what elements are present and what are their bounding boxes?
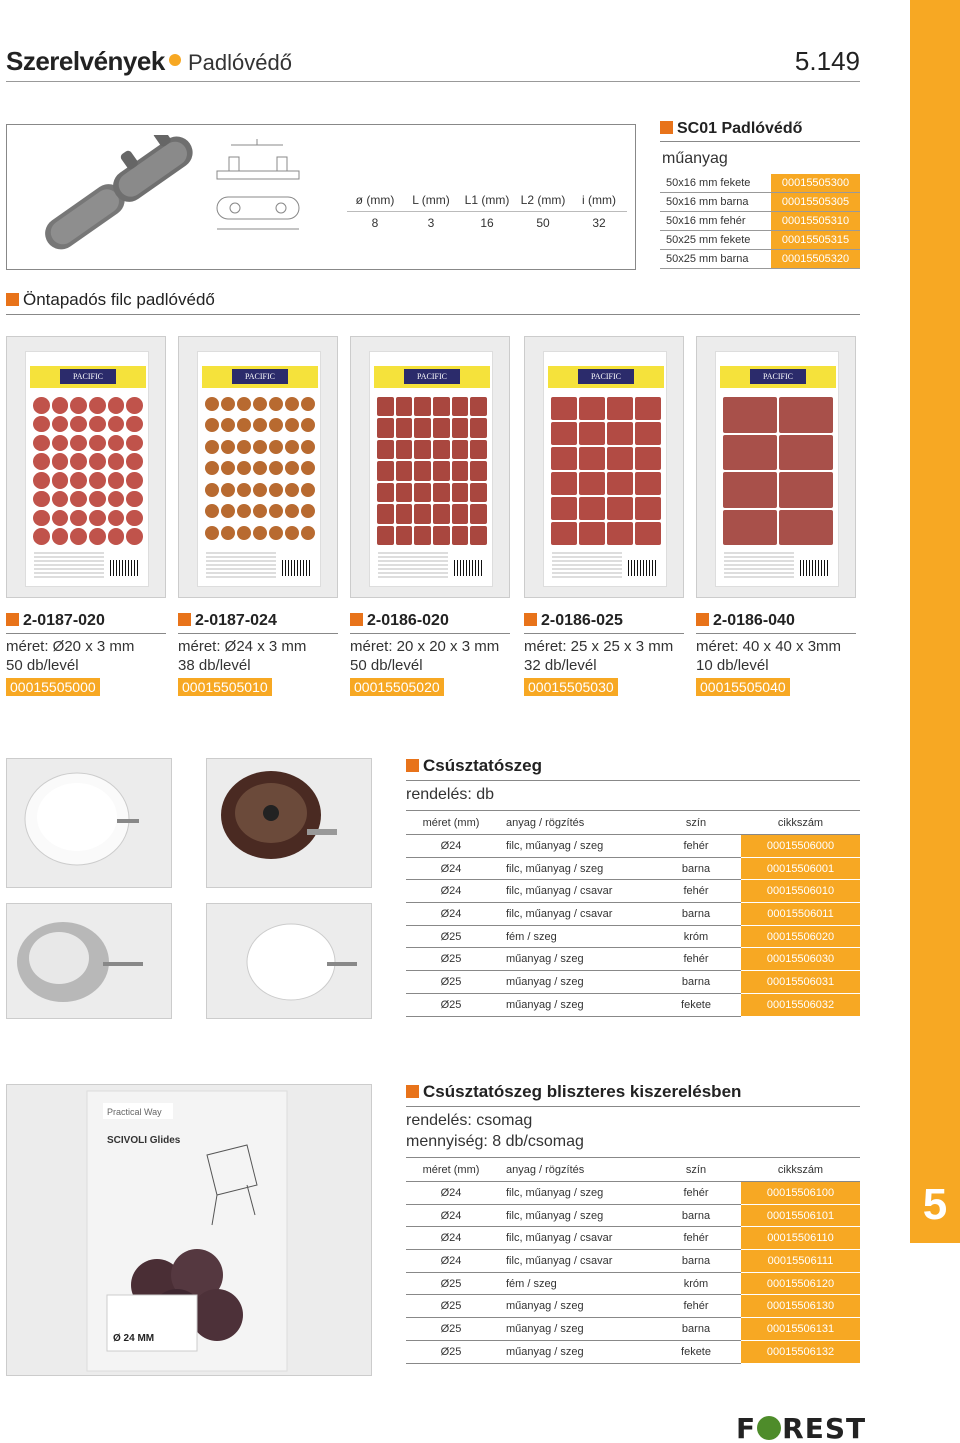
page-title: Szerelvények [6, 46, 165, 76]
table-cell: műanyag / szeg [496, 1295, 651, 1318]
product-quantity: 32 db/levél [524, 657, 597, 674]
product-sku: 00015505000 [6, 678, 100, 696]
table-cell: 00015506000 [741, 835, 860, 858]
square-bullet-icon [406, 1085, 419, 1098]
dim-value: 32 [592, 216, 606, 230]
product-size: méret: Ø24 x 3 mm [178, 638, 307, 655]
table-cell: filc, műanyag / szeg [496, 835, 651, 858]
table-header-row [406, 811, 860, 835]
dim-value: 16 [480, 216, 494, 230]
column-header: szín [651, 811, 741, 835]
table-cell: Ø24 [406, 903, 496, 926]
sku: 00015505320 [771, 250, 860, 268]
table-cell: fém / szeg [496, 925, 651, 948]
table-row [406, 1250, 860, 1273]
table-row [406, 993, 860, 1016]
square-bullet-icon [524, 613, 537, 626]
felt-product-caption [6, 612, 166, 697]
brand-label: PACIFIC [60, 369, 116, 384]
product-size: méret: 20 x 20 x 3 mm [350, 638, 500, 655]
table-cell: műanyag / szeg [496, 993, 651, 1016]
table-cell: fehér [651, 948, 741, 971]
product-code: 2-0186-025 [524, 612, 684, 634]
product-quantity: 10 db/levél [696, 657, 769, 674]
barcode-icon [628, 560, 658, 576]
chapter-side-tab [910, 0, 960, 1243]
felt-product-photo [524, 336, 684, 598]
dimensions-value-row [347, 212, 627, 235]
blister-section-title: Csúsztatószeg bliszteres kiszerelésben [406, 1082, 860, 1107]
brand-label: PACIFIC [404, 369, 460, 384]
product-quantity: 50 db/levél [350, 657, 423, 674]
chapter-number: 5 [922, 1180, 948, 1229]
page-subtitle: Padlóvédő [188, 50, 292, 75]
table-cell: 00015506132 [741, 1340, 860, 1363]
table-cell: barna [651, 1250, 741, 1273]
square-bullet-icon [6, 613, 19, 626]
felt-product-caption [178, 612, 338, 697]
table-row [406, 857, 860, 880]
product-quantity: 38 db/levél [178, 657, 251, 674]
blister-quantity: mennyiség: 8 db/csomag [406, 1133, 584, 1150]
table-cell: Ø25 [406, 948, 496, 971]
table-cell: fém / szeg [496, 1272, 651, 1295]
column-header: szín [651, 1158, 741, 1182]
table-cell: Ø24 [406, 880, 496, 903]
table-cell: Ø24 [406, 1182, 496, 1205]
dim-header: L1 (mm) [459, 189, 515, 212]
product-sku: 00015505010 [178, 678, 272, 696]
table-cell: fehér [651, 880, 741, 903]
table-header-row [406, 1158, 860, 1182]
table-cell: Ø25 [406, 1318, 496, 1341]
table-cell: Ø25 [406, 971, 496, 994]
column-header: méret (mm) [406, 1158, 496, 1182]
table-cell: filc, műanyag / szeg [496, 1182, 651, 1205]
table-cell: filc, műanyag / csavar [496, 1250, 651, 1273]
table-cell: műanyag / szeg [496, 1340, 651, 1363]
list-item: 50x16 mm fekete 00015505300 [660, 174, 860, 193]
blister-order-unit: rendelés: csomag [406, 1112, 533, 1129]
table-cell: Ø25 [406, 1272, 496, 1295]
table-cell: barna [651, 857, 741, 880]
square-bullet-icon [178, 613, 191, 626]
table-cell: Ø24 [406, 1227, 496, 1250]
table-row [406, 1182, 860, 1205]
table-cell: barna [651, 971, 741, 994]
sc01-technical-drawing [203, 133, 313, 243]
product-sku: 00015505040 [696, 678, 790, 696]
product-code: 2-0187-020 [6, 612, 166, 634]
square-bullet-icon [350, 613, 363, 626]
square-bullet-icon [6, 293, 19, 306]
table-row [406, 948, 860, 971]
column-header: méret (mm) [406, 811, 496, 835]
table-cell: fehér [651, 1295, 741, 1318]
page-header [6, 42, 860, 82]
table-row [406, 1340, 860, 1363]
square-bullet-icon [696, 613, 709, 626]
list-item: 50x16 mm barna 00015505305 [660, 193, 860, 212]
sku: 00015505305 [771, 193, 860, 211]
felt-product-caption [696, 612, 856, 697]
table-cell: műanyag / szeg [496, 971, 651, 994]
table-row [406, 1318, 860, 1341]
list-item: 50x25 mm barna 00015505320 [660, 250, 860, 269]
sku: 00015505310 [771, 212, 860, 230]
table-cell: fehér [651, 1227, 741, 1250]
felt-product-photo [6, 336, 166, 598]
sku: 00015505300 [771, 174, 860, 192]
table-row [406, 1272, 860, 1295]
bullet-dot-icon [169, 54, 181, 66]
product-code: 2-0187-024 [178, 612, 338, 634]
square-bullet-icon [660, 121, 673, 134]
table-cell: filc, műanyag / szeg [496, 857, 651, 880]
table-cell: 00015506110 [741, 1227, 860, 1250]
table-row [406, 880, 860, 903]
list-item: 50x16 mm fehér 00015505310 [660, 212, 860, 231]
barcode-icon [800, 560, 830, 576]
table-cell: fekete [651, 993, 741, 1016]
table-cell: műanyag / szeg [496, 1318, 651, 1341]
table-cell: 00015506100 [741, 1182, 860, 1205]
dim-header: ø (mm) [347, 189, 403, 212]
sku: 00015505315 [771, 231, 860, 249]
glide-order-unit: rendelés: db [406, 786, 495, 803]
table-cell: barna [651, 903, 741, 926]
table-cell: műanyag / szeg [496, 948, 651, 971]
blister-package-photo [6, 1084, 372, 1376]
square-bullet-icon [406, 759, 419, 772]
felt-product-caption [524, 612, 684, 697]
barcode-icon [110, 560, 140, 576]
table-cell: króm [651, 925, 741, 948]
chrome-glide-photo [6, 903, 172, 1019]
dimensions-header-row [347, 189, 627, 212]
column-header: cikkszám [741, 811, 860, 835]
table-cell: filc, műanyag / csavar [496, 880, 651, 903]
table-cell: Ø24 [406, 1204, 496, 1227]
felt-product-photo [178, 336, 338, 598]
felt-product-caption [350, 612, 510, 697]
table-cell: 00015506011 [741, 903, 860, 926]
brown-felt-glide-photo [206, 758, 372, 888]
table-row [406, 1204, 860, 1227]
table-cell: 00015506120 [741, 1272, 860, 1295]
column-header: cikkszám [741, 1158, 860, 1182]
sc01-material: műanyag [662, 150, 728, 167]
product-code: 2-0186-020 [350, 612, 510, 634]
table-cell: Ø25 [406, 1295, 496, 1318]
table-cell: 00015506031 [741, 971, 860, 994]
table-cell: fekete [651, 1340, 741, 1363]
table-cell: Ø24 [406, 857, 496, 880]
table-cell: Ø25 [406, 925, 496, 948]
logo-o-icon [757, 1416, 781, 1440]
table-cell: 00015506001 [741, 857, 860, 880]
table-row [406, 835, 860, 858]
table-cell: filc, műanyag / csavar [496, 1227, 651, 1250]
forest-logo: F REST [736, 1412, 867, 1443]
table-cell: filc, műanyag / csavar [496, 903, 651, 926]
table-cell: filc, műanyag / szeg [496, 1204, 651, 1227]
product-code: 2-0186-040 [696, 612, 856, 634]
sc01-product-photo [21, 135, 211, 255]
table-cell: 00015506101 [741, 1204, 860, 1227]
felt-section-title: Öntapadós filc padlóvédő [6, 290, 860, 315]
product-quantity: 50 db/levél [6, 657, 79, 674]
dim-header: i (mm) [571, 189, 627, 212]
package-name: SCIVOLI Glides [107, 1135, 181, 1146]
table-cell: 00015506010 [741, 880, 860, 903]
sc01-variant-list [660, 174, 860, 269]
product-sku: 00015505030 [524, 678, 618, 696]
table-row [406, 971, 860, 994]
dim-value: 8 [371, 216, 379, 230]
table-cell: Ø25 [406, 993, 496, 1016]
product-size: méret: Ø20 x 3 mm [6, 638, 135, 655]
barcode-icon [282, 560, 312, 576]
dim-header: L2 (mm) [515, 189, 571, 212]
list-item: 50x25 mm fekete 00015505315 [660, 231, 860, 250]
sc01-drawing-box [6, 124, 636, 270]
table-cell: barna [651, 1318, 741, 1341]
table-cell: barna [651, 1204, 741, 1227]
table-cell: 00015506111 [741, 1250, 860, 1273]
table-cell: 00015506030 [741, 948, 860, 971]
product-sku: 00015505020 [350, 678, 444, 696]
page-number: 5.149 [794, 46, 860, 76]
table-cell: 00015506032 [741, 993, 860, 1016]
table-row [406, 1227, 860, 1250]
table-cell: fehér [651, 835, 741, 858]
brand-label: PACIFIC [578, 369, 634, 384]
dim-value: 50 [536, 216, 550, 230]
barcode-icon [454, 560, 484, 576]
column-header: anyag / rögzítés [496, 1158, 651, 1182]
felt-product-photo [696, 336, 856, 598]
sc01-dimensions-table [347, 189, 627, 234]
table-cell: Ø25 [406, 1340, 496, 1363]
white-felt-glide-photo [6, 758, 172, 888]
package-brand: Practical Way [107, 1107, 162, 1117]
table-cell: króm [651, 1272, 741, 1295]
column-header: anyag / rögzítés [496, 811, 651, 835]
product-size: méret: 40 x 40 x 3mm [696, 638, 842, 655]
felt-product-photo [350, 336, 510, 598]
package-size: Ø 24 MM [113, 1333, 155, 1344]
brand-label: PACIFIC [232, 369, 288, 384]
table-cell: 00015506020 [741, 925, 860, 948]
table-row [406, 903, 860, 926]
dim-header: L (mm) [403, 189, 459, 212]
brand-label: PACIFIC [750, 369, 806, 384]
glide-section-title: Csúsztatószeg [406, 756, 860, 781]
dim-value: 3 [427, 216, 435, 230]
glide-table [406, 810, 860, 1017]
sc01-title: SC01 Padlóvédő [660, 120, 860, 142]
white-plastic-glide-photo [206, 903, 372, 1019]
table-cell: Ø24 [406, 1250, 496, 1273]
table-row [406, 925, 860, 948]
table-cell: 00015506130 [741, 1295, 860, 1318]
product-size: méret: 25 x 25 x 3 mm [524, 638, 674, 655]
table-cell: 00015506131 [741, 1318, 860, 1341]
table-cell: fehér [651, 1182, 741, 1205]
table-cell: Ø24 [406, 835, 496, 858]
blister-table [406, 1157, 860, 1364]
table-row [406, 1295, 860, 1318]
